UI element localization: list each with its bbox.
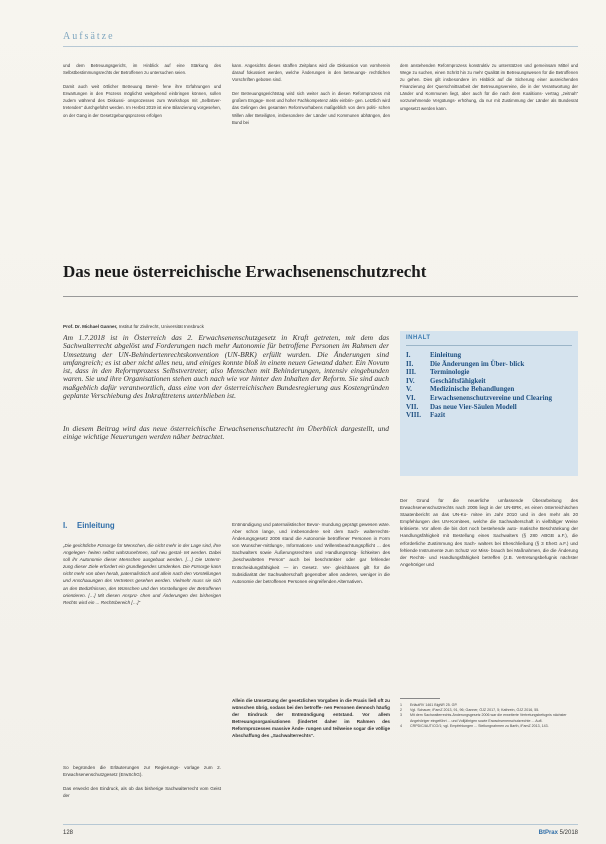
article-title: Das neue österreichische Erwachsenenschutzrecht [63, 262, 427, 281]
top-column-1 [63, 62, 221, 202]
column-3-body [400, 497, 578, 697]
title-rule [63, 296, 578, 297]
column-1-body [63, 764, 221, 816]
toc-number: IV. [406, 376, 415, 385]
footnote-number: 2 [400, 708, 402, 713]
author-affiliation: Institut für Zivilrecht, Universität Innsbruck [118, 324, 204, 329]
toc-label: Einleitung [430, 351, 462, 359]
footnote [400, 724, 578, 729]
toc-number: III. [406, 368, 416, 377]
toc-heading: INHALT [406, 335, 572, 346]
abstract: Am 1.7.2018 ist in Österreich das 2. Erwachsenenschutzgesetz in Kraft getreten, mit dem das Sachwalterrecht abgelöst und Forderungen nach mehr Autonomie für betroffene Personen im Rahmen der Umsetzung der UN-Behindertenrechtskonvention (UN-BRK) erfüllt wurden. Die Änderungen sind umfangreich; es ist aber nicht alles neu, und einiges konnte bloß in einem neuen Gewand daher. Ein Novum ist, dass in den Reformprozess Selbstvertreter, also Menschen mit Behinderungen, intensiv eingebunden waren. Sie und ihre Organisationen stehen auch nach wie vor hinter den Inhalten der Reform. Sie sind auch maßgeblich dafür verantwortlich, dass eine von der österreichischen Bundesregierung aus Kostengründen geplante Verschiebung des Inkrafttretens unterblieben ist. [63, 334, 389, 401]
column-2-body [232, 521, 390, 696]
toc-number: V. [406, 385, 412, 394]
section-heading [63, 521, 115, 530]
toc-label: Geschäftsfähigkeit [430, 376, 486, 385]
footnote-rule [400, 698, 440, 699]
paragraph: Allein die Umsetzung der gesetzlichen Vorgaben in die Praxis ließ oft zu wünschen übrig, sodass bei den betroffe- nen Personen dennoch häufig der Eindruck der Entmündigung entstand. Vor allem Betreuungsorganisationen (lindertet daher im Rahmen des Reformprozesses massive Ände- rungen und teilweise sogar die völlige Abschaffung des „Sachwalterrechts“. [232, 698, 390, 739]
author-name: Prof. Dr. Michael Ganner, [63, 324, 118, 329]
toc-item[interactable] [406, 377, 572, 386]
footnote-text: CRPD/C/AUT/CO/1; vgl. Empfehlungen ... Stellungnahmen zu Barth, iFamZ 2013, 143. [410, 723, 549, 728]
toc-item[interactable] [406, 403, 572, 412]
top-column-2 [232, 62, 390, 202]
journal-brand: BtPrax [538, 830, 558, 836]
paragraph: kann. Angesichts dieses straffen Zeitplans wird die Diskussion von vornherein darauf fokussiert werden, welche Änderungen in den betreuungs- rechtlichen Vorschriften geboten sind. [232, 63, 390, 83]
running-head: Aufsätze [63, 31, 115, 42]
table-of-contents [400, 331, 578, 476]
author-line [63, 324, 383, 329]
journal-issue-number: 5/2018 [559, 830, 578, 836]
paragraph: Entmündigung und paternalistischer Bevor- mundung geprägt gewesen wäre. Aber schon lange, und insbesondere seit dem Sach- walterrechts-Änderungsgesetz 2006 stand die Autonomie betroffener Personen in Form von Wunscher-mittlungs-, Informations- und Willensbeachtungspflicht ... des Sachwalters sowie Äußerungsrechten und Handlungsmög- lichkeiten des „beschwaltetten Person“ auch bei beschränkter oder gar fehlender Entscheidungsfähigkeit — im Gesetz. Ver- gleichbares gilt für die Subsidiarität der Sachwalterschaft gegenüber allen anderen, weniger in die Autonomie der betroffenen Personen eingreifenden Alternativen. [232, 522, 390, 584]
toc-label: Das neue Vier-Säulen Modell [430, 402, 517, 411]
paragraph: Damit auch weit örtlicher Betreuung Bereit- fene ihre Erfahrungen und Erwartungen in den Prozess möglichst weitgehend einbringen können, sollen zudem während des Diskussi- onsprozesses zum Workshops mit „Selbstver- tretenden“ durchgeführt werden. Im Herbst 2019 ist eine Bilanzierung vorgesehen, on der Gang in der Gesetzgebungsprozess erfolgen [63, 84, 221, 118]
page-number: 128 [63, 830, 74, 836]
journal-issue [539, 830, 578, 836]
footnotes [400, 703, 578, 729]
toc-item[interactable] [406, 368, 572, 377]
block-quote: „Die gerichtliche Fürsorge für Menschen, die nicht mehr in der Lage sind, ihre Angelegen- heiten selbst wahrzunehmen, soll neu gestal- tet werden. Dabei soll ihr Autonomie dieser Menschen ausgebaut werden. […] Die Unterst- zung dieser Ziele erfordert ein grundlegendes Umdenken. Die Fürsorge kann nicht mehr von oben herab, paternalistisch und allein nach den Vorstellungen und Anschauungen des Vertreters gesehen werden. Vielmehr muss sie sich an den Bedürfnissen, den Wünschen und den Vorstellungen der Betroffenen orientieren. […] Mit diesen Ansprü- chen und Änderungen des bisherigen Rechts wird ein ... Rechtsbereich […]“ [63, 543, 221, 605]
toc-label: Die Änderungen im Über- blick [430, 359, 525, 368]
toc-label: Medizinische Behandlungen [430, 385, 515, 394]
toc-number: VI. [406, 393, 416, 402]
toc-number: VIII. [406, 411, 421, 420]
toc-item[interactable] [406, 385, 572, 394]
toc-item[interactable] [406, 351, 572, 360]
toc-number: I. [406, 351, 411, 359]
top-column-3 [400, 62, 578, 202]
toc-number: II. [406, 359, 414, 368]
footnote-number: 3 [400, 713, 402, 718]
section-number: I. [63, 521, 68, 530]
column-2-bold-paragraph [232, 697, 390, 817]
toc-item[interactable] [406, 360, 572, 369]
abstract-continued: In diesem Beitrag wird das neue österreichische Erwachsenenschutzrecht im Überblick dargestellt, und einige wichtige Neuerungen werden näher betrachtet. [63, 424, 389, 442]
paragraph: Der Grund für die neuerliche umfassende Überarbeitung des Erwachsenenschutzrechts nach 2006 liegt in der UN-BRK, es einen österreichischen Staatenbericht an das UN-Ko- mitee im Jahr 2010 und in den mehr als 20 Empfehlungen des UN-Komitees, welche die Sachwalterschaft in vielfältiger Weise kritisierte. Vor allem die bis dort noch bestehende auto- matische Beschränkung der Handlungsfähigkeit mit Bestellung eines Sachwalters (§ 280 ABGB a.F.), die erforderliche Zustimmung des Sach- walters bei Eheschließung (§ 3 EheG a.F.) und fehlende Instrumente zum Schutz vor Miss- brauch bei Maßnahmen, die die Änderung der Rechts- und Handlungsfähigkeit betreffen (z.B. Vertretungsbefugnis nächster Angehöriger und [400, 498, 578, 567]
footnote-text: Vgl. Schauer, iFamZ 2013, 91, 96; Ganner, ÖJZ 2017, 5; Kathrein, ÖJZ 2016, 55. [410, 708, 540, 713]
footer-rule [63, 824, 578, 825]
paragraph: dem anstehenden Reformprozess konstruktiv zu unterstützen und gemeinsam Mittel und Wege zu suchen, einen Schritt hin zu mehr Qualität im Betreuungswesen für die Betroffenen zu gehen. Dies gilt insbesondere im Hinblick auf die Sicherung einer ausreichenden Finanzierung der Querschnittsarbeit der Betreuungsvereine, die in der Verantwortung der Länder und Kommunen liegt, aber auch für die nach dem Koalitions- vertrag „zeitnah“ vorzunehmende Vergütungs- erhöhung, da nur mit Zustimmung der Länder als Bundesrat umgesetzt werden kann. [400, 63, 578, 111]
paragraph: und dem Betreuungsgericht, im Hinblick auf eine Stärkung des Selbstbestimmungsrechts der Betroffenen zu untersuchen seien. [63, 63, 221, 76]
paragraph: Der Betreuungsgerichtstag wird sich weiter auch in diesen Reformprozess mit großem Engage- ment und hoher Fachkompetenz aktiv einbrin- gen. Letztlich wird das Gelingen des gesamten Reformvorhabens maßgeblich von dem politi- schen Willen aller Beteiligten, insbesondere der Länder und Kommunen abhängen, den Bund bei [232, 91, 390, 125]
toc-item[interactable] [406, 411, 572, 420]
footnote-text: Mit dem Sachwalterrechts-Änderungsgesetz 2006 war die erweiterte Vertretungsbefugnis nächster Angehöriger eingeführt ... und Volljährigen sowie Erwachsenenschutzrechte ... Aufl. [410, 713, 567, 723]
section-title: Einleitung [77, 521, 115, 530]
paragraph: Das erweckt den Eindruck, als ob das bisherige Sachwalterrecht vom Geist der [63, 786, 221, 799]
toc-number: VII. [406, 402, 419, 411]
toc-label: Fazit [430, 411, 446, 420]
footnote-text: ErläutRV 1461 BlgNR 25. GP. [410, 703, 458, 707]
footnote-number: 4 [400, 723, 402, 728]
paragraph: So begründen die Erläuterungen zur Regierungs- vorlage zum 2. Erwachsenenschutzgesetz (ErwSchG). [63, 765, 221, 778]
footnote [400, 713, 578, 723]
toc-label: Terminologie [430, 368, 470, 377]
toc-label: Erwachsenenschutzvereine und Clearing [430, 393, 552, 402]
toc-item[interactable] [406, 394, 572, 403]
header-rule [63, 46, 578, 47]
footnote-number: 1 [400, 703, 402, 707]
